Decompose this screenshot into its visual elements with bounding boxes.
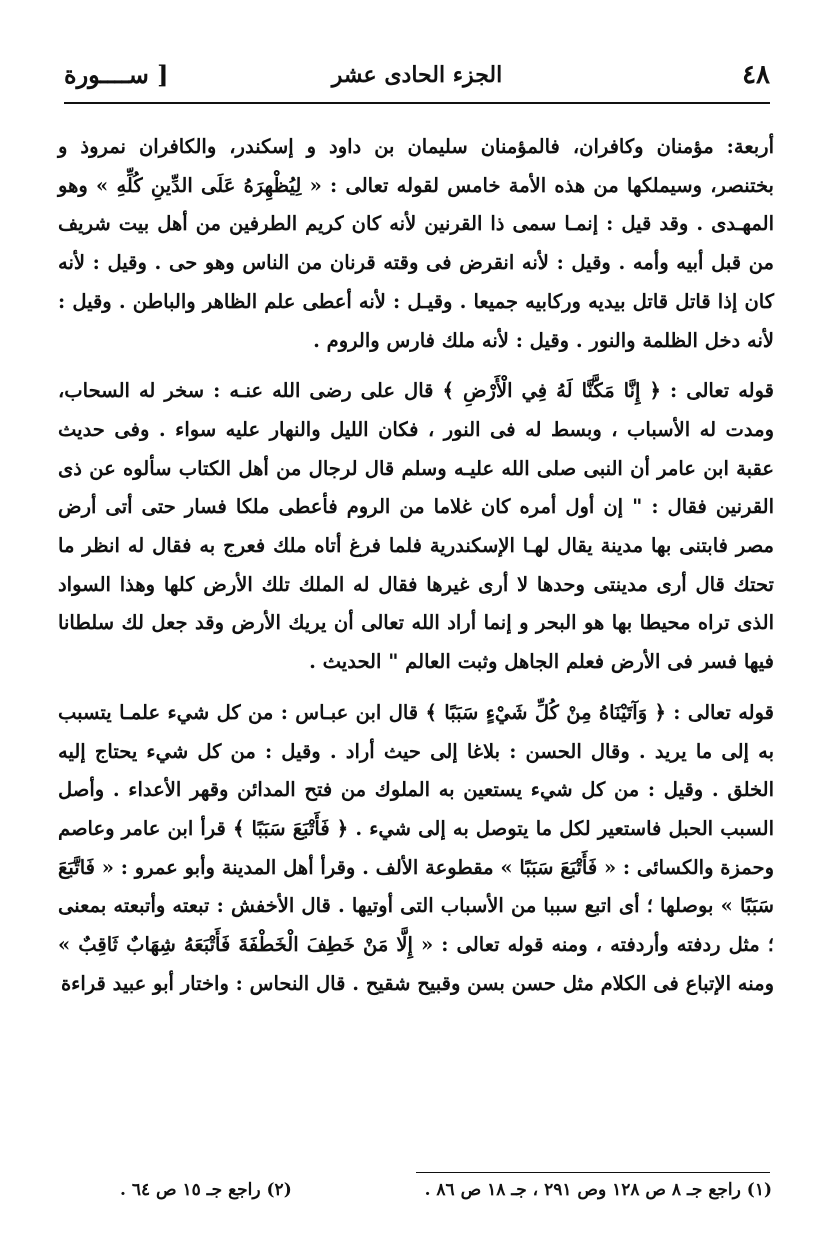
footnote-2: (٢) راجع جـ ١٥ ص ٦٤ . <box>120 1180 292 1200</box>
footnote-divider <box>416 1172 770 1173</box>
body-text <box>58 128 774 1003</box>
footnote-1: (١) راجع جـ ٨ ص ١٢٨ وص ٢٩١ ، جـ ١٨ ص ٨٦ . <box>424 1180 772 1200</box>
header-divider <box>64 102 770 104</box>
page-number: ٤٨ <box>742 60 770 90</box>
paragraph: قوله تعالى : ﴿ وَآتَيْنَاهُ مِنْ كُلِّ شَيْءٍ سَبَبًا ﴾ قال ابن عبـاس : من كل شيء علمـا يتسبب به إلى ما يريد . وقال الحسن : بلاغا إلى حيث أراد . وقيل : من كل شيء يحتاج إليه الخلق . وقيل : من كل شيء يستعين به الملوك من فتح المدائن وقهر الأعداء . وأصل السبب الحبل فاستعير لكل ما يتوصل به إلى شيء . ﴿ فَأَتْبَعَ سَبَبًا ﴾ قرأ ابن عامر وعاصم وحمزة والكسائى : « فَأَتْبَعَ سَبَبًا » مقطوعة الألف . وقرأ أهل المدينة وأبو عمرو : « فَاتَّبَعَ سَبَبًا » بوصلها ؛ أى اتبع سببا من الأسباب التى أوتيها . قال الأخفش : تبعته وأتبعته بمعنى ؛ مثل ردفته وأردفته ، ومنه قوله تعالى : « إِلَّا مَنْ خَطِفَ الْخَطْفَةَ فَأَتْبَعَهُ شِهَابٌ ثَاقِبٌ » ومنه الإتباع فى الكلام مثل حسن بسن وقبيح شقيح . قال النحاس : واختار أبو عبيد قراءة <box>58 700 774 995</box>
paragraph: قوله تعالى : ﴿ إِنَّا مَكَّنَّا لَهُ فِي الْأَرْضِ ﴾ قال على رضى الله عنـه : سخر له السحاب، ومدت له الأسباب ، وبسط له فى النور ، فكان الليل والنهار عليه سواء . وفى حديث عقبة ابن عامر أن النبى صلى الله عليـه وسلم قال لرجال من أهل الكتاب سألوه عن ذى القرنين فقال : " إن أول أمره كان غلاما من الروم فأعطى ملكا فسار حتى أتى أرض مصر فابتنى بها مدينة يقال لهـا الإسكندرية فلما فرغ أتاه ملك فعرج به فقال له انظر ما تحتك قال أرى مدينتى وحدها لا أرى غيرها فقال له الملك تلك الأرض كلها وهذا السواد الذى تراه محيطا بها هو البحر و إنما أراد الله تعالى أن يريك الأرض وقد جعل لك سلطانا فيها فسر فى الأرض فعلم الجاهل وثبت العالم " الحديث . <box>58 379 774 674</box>
chapter-title: الجزء الحادى عشر <box>331 62 503 88</box>
paragraph: أربعة: مؤمنان وكافران، فالمؤمنان سليمان بن داود و إسكندر، والكافران نمروذ و بختنصر، وسيملكها من هذه الأمة خامس لقوله تعالى : « لِيُظْهِرَهُ عَلَى الدِّينِ كُلِّهِ » وهو المهـدى . وقد قيل : إنمـا سمى ذا القرنين لأنه كان كريم الطرفين من أهل بيت شريف من قبل أبيه وأمه . وقيل : لأنه انقرض فى وقته قرنان من الناس وهو حى . وقيل : لأنه كان إذا قاتل قاتل بيديه وركابيه جميعا . وقيـل : لأنه أعطى علم الظاهر والباطن . وقيل : لأنه دخل الظلمة والنور . وقيل : لأنه ملك فارس والروم . <box>58 135 774 352</box>
surah-label: [ ســــورة <box>64 60 169 89</box>
footnotes <box>100 1180 772 1208</box>
page-header <box>64 56 770 100</box>
